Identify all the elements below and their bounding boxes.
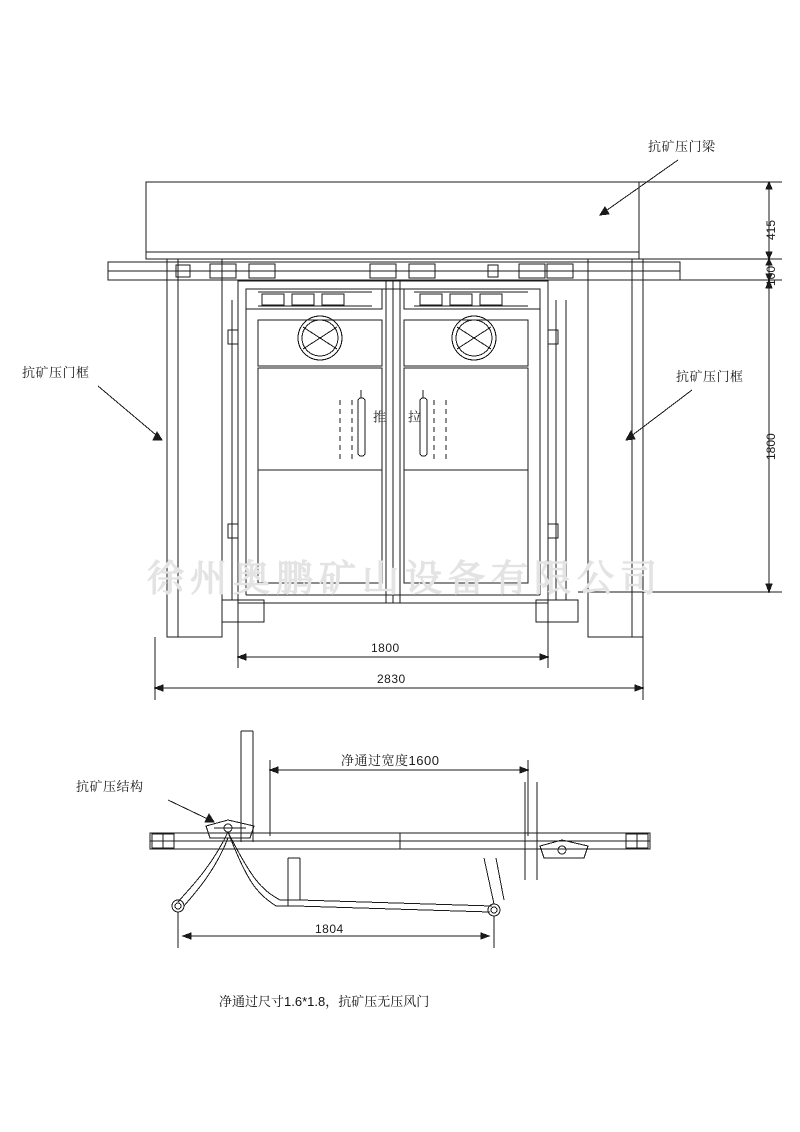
dim-plan-arc: 1804 xyxy=(315,922,344,936)
label-structure: 抗矿压结构 xyxy=(76,779,144,794)
label-beam: 抗矿压门梁 xyxy=(648,139,716,154)
dim-door-height: 1800 xyxy=(764,433,778,460)
dim-rail-height: 100 xyxy=(764,265,778,286)
dim-total-width: 2830 xyxy=(377,672,406,686)
label-frame-left: 抗矿压门框 xyxy=(22,365,90,380)
label-pull: 拉 xyxy=(406,410,421,425)
watermark: 徐州奥鹏矿山设备有限公司 xyxy=(147,559,663,600)
dim-beam-height: 415 xyxy=(764,219,778,240)
label-push: 推 xyxy=(371,410,386,425)
label-frame-right: 抗矿压门框 xyxy=(676,369,744,384)
dim-clear-width: 净通过宽度1600 xyxy=(341,753,440,768)
dim-door-opening-width: 1800 xyxy=(371,641,400,655)
title-note: 净通过尺寸1.6*1.8，抗矿压无压风门 xyxy=(219,994,430,1009)
